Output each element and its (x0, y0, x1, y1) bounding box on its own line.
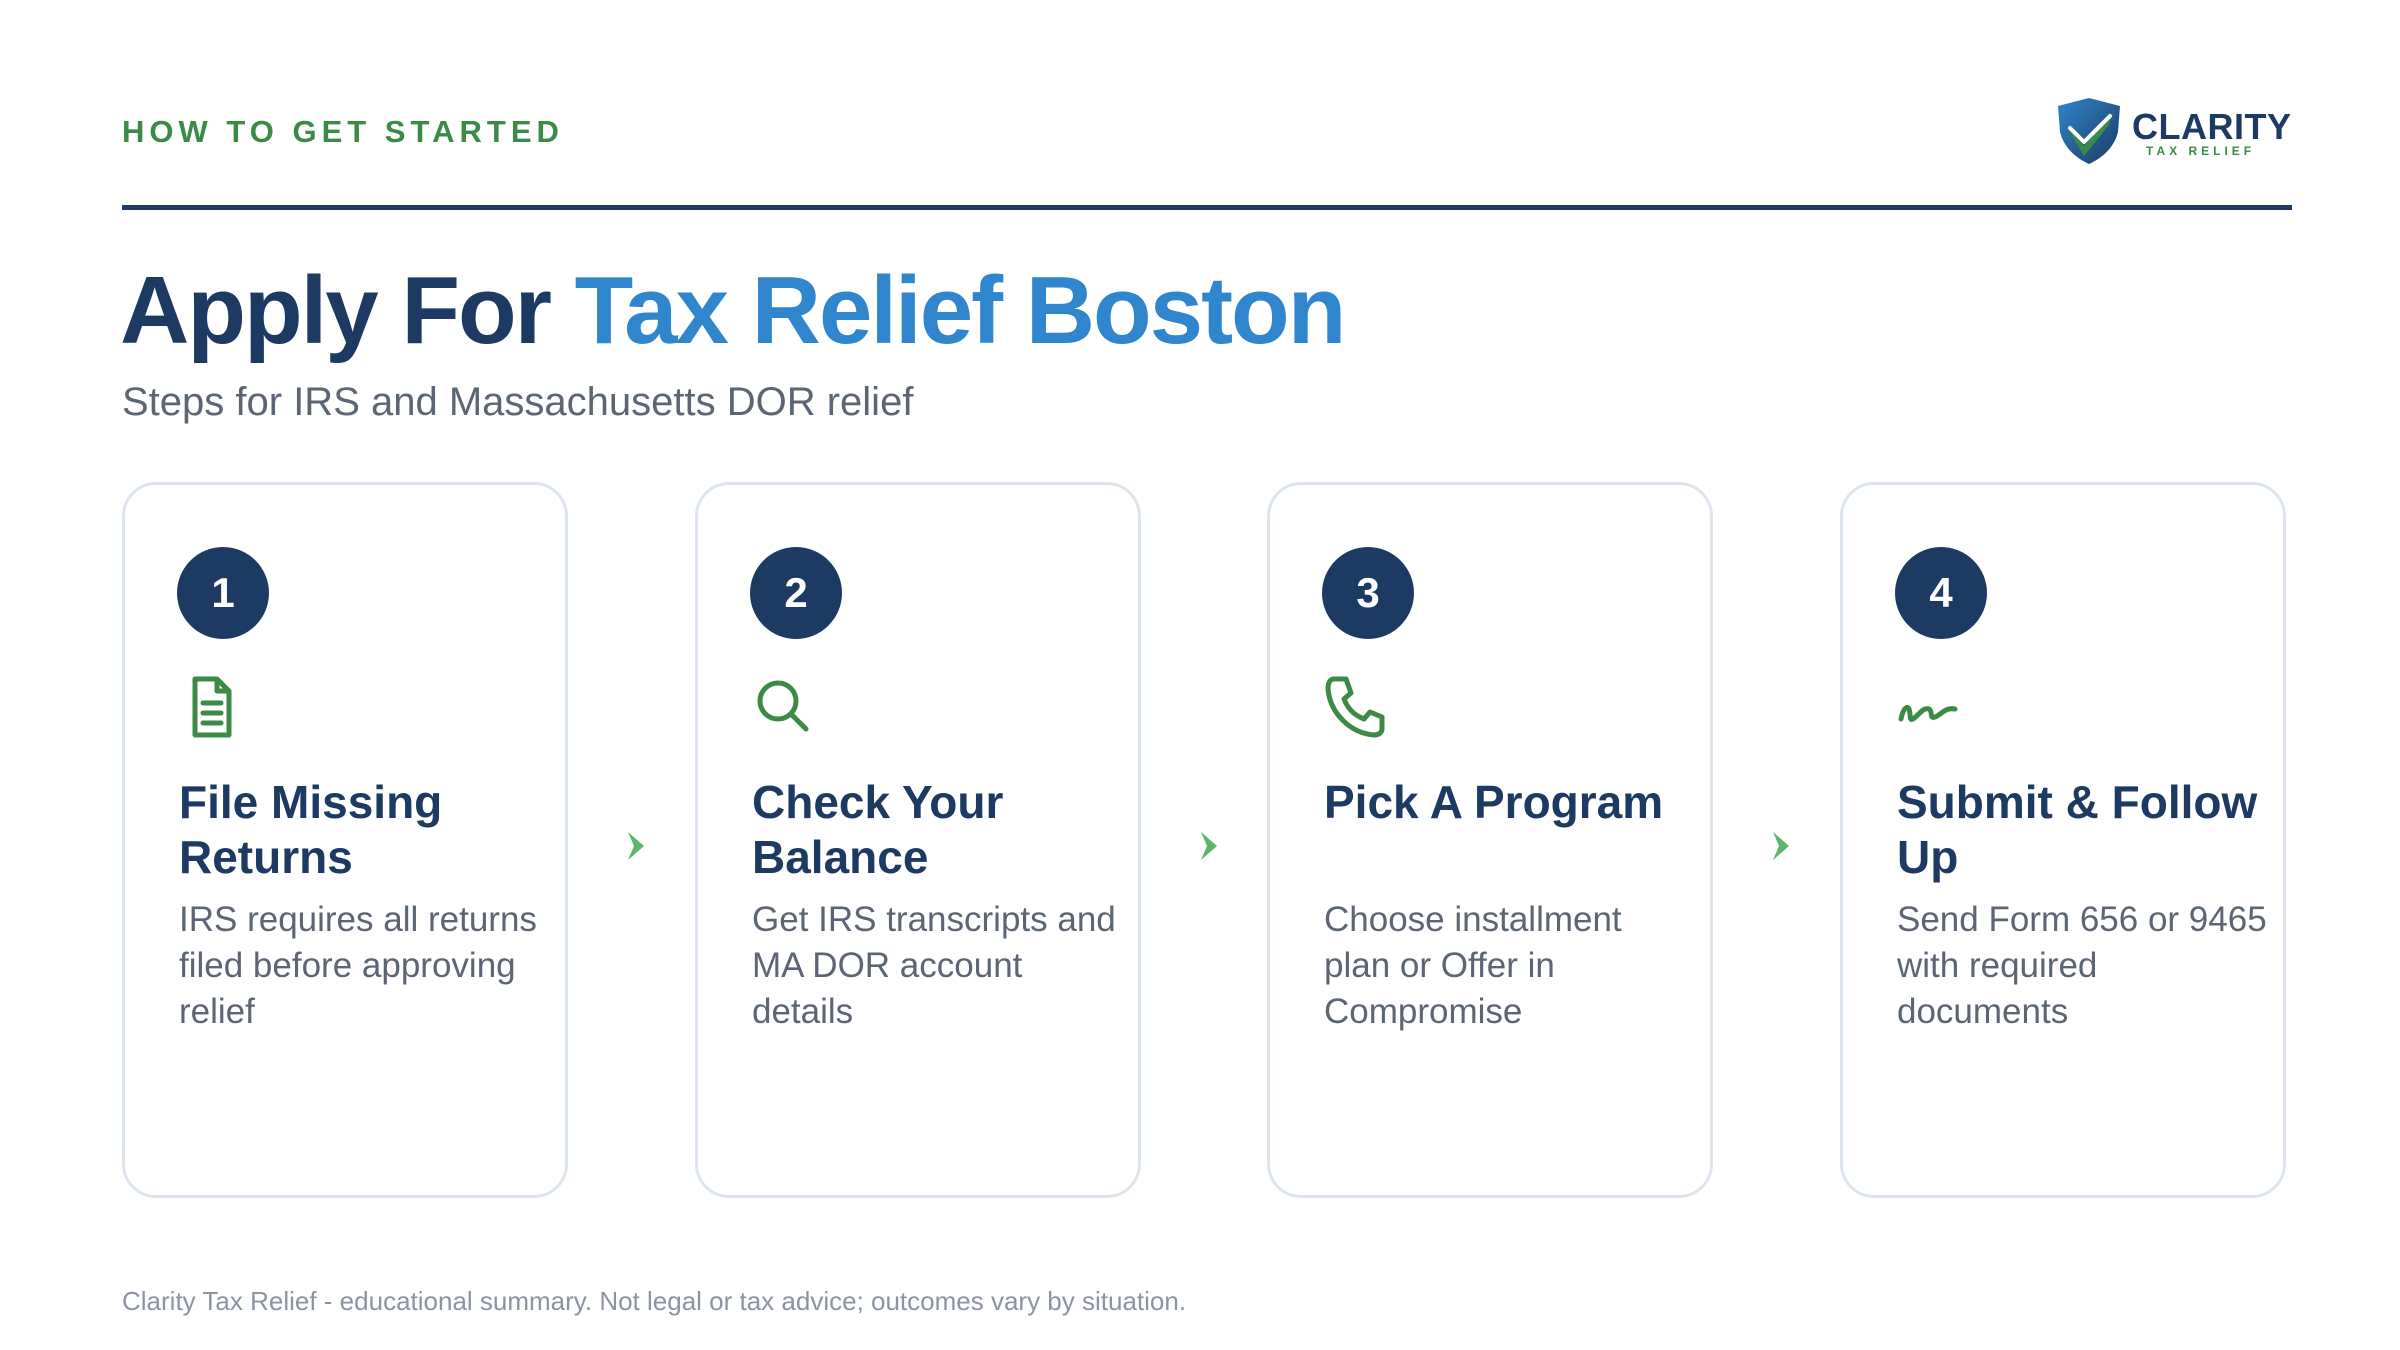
header-divider (122, 205, 2292, 210)
chevron-right-icon (1189, 826, 1229, 866)
section-eyebrow: HOW TO GET STARTED (122, 114, 564, 149)
page-title (120, 256, 1344, 366)
step-number-badge: 3 (1322, 547, 1414, 639)
document-icon (175, 671, 245, 741)
brand-logo[interactable] (2052, 96, 2292, 166)
step-title: Check Your Balance (752, 776, 1004, 883)
step-title: Submit & Follow Up (1897, 776, 2258, 883)
disclaimer-footer: Clarity Tax Relief - educational summary. Not legal or tax advice; outcomes vary by situation. (122, 1286, 1187, 1316)
logo-wordmark: CLARITY (2132, 106, 2292, 147)
search-icon (748, 671, 818, 741)
logo-tagline: TAX RELIEF (2146, 144, 2256, 158)
page-subtitle: Steps for IRS and Massachusetts DOR relief (122, 380, 914, 424)
step-card-1 (122, 482, 568, 1198)
chevron-right-icon (1761, 826, 1801, 866)
step-card-3 (1267, 482, 1713, 1198)
title-primary: Apply For (120, 257, 550, 364)
step-title: File Missing Returns (179, 776, 443, 883)
title-accent: Tax Relief Boston (574, 257, 1345, 364)
shield-logo-icon (2052, 96, 2126, 166)
step-title: Pick A Program (1324, 776, 1664, 828)
step-card-2 (695, 482, 1141, 1198)
step-description: Get IRS transcripts and MA DOR account details (752, 900, 1116, 1031)
step-number-badge: 4 (1895, 547, 1987, 639)
step-description: Send Form 656 or 9465 with required documents (1897, 900, 2267, 1031)
step-description: Choose installment plan or Offer in Compromise (1324, 900, 1622, 1031)
step-description: IRS requires all returns filed before approving relief (179, 900, 537, 1031)
chevron-right-icon (616, 826, 656, 866)
step-number-badge: 2 (750, 547, 842, 639)
signature-icon (1893, 671, 1963, 741)
step-card-4 (1840, 482, 2286, 1198)
step-number-badge: 1 (177, 547, 269, 639)
phone-icon (1320, 671, 1390, 741)
